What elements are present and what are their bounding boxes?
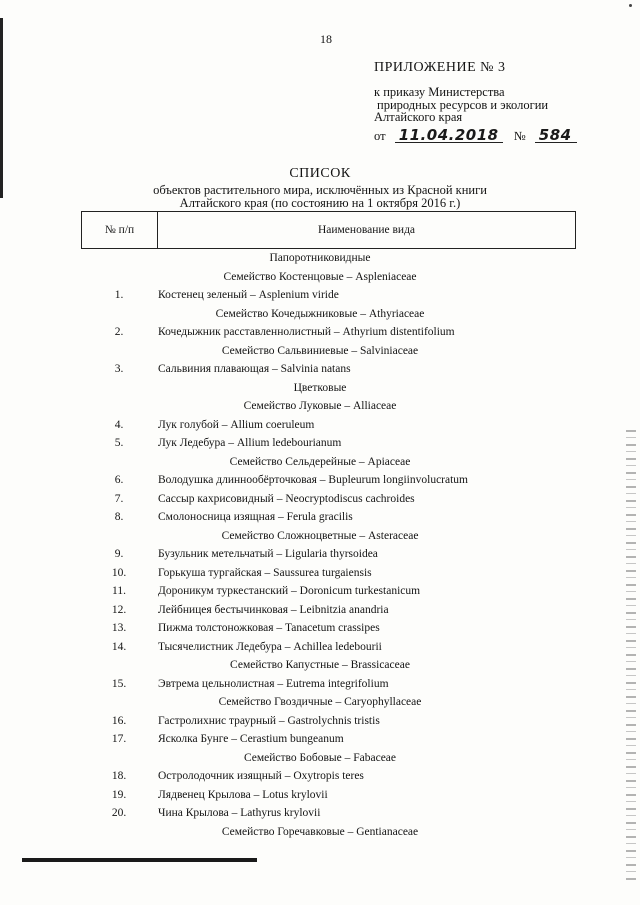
species-number: 10. [111,566,127,579]
family-heading: Семейство Костенцовые – Aspleniaceae [223,270,417,283]
species-row [0,789,640,803]
species-name: Чина Крылова – Lathyrus krylovii [158,807,321,819]
section-heading: Цветковые [293,381,347,394]
species-name: Кочедыжник расставленнолистный – Athyrium distentifolium [158,326,455,338]
species-number: 16. [111,714,127,727]
species-row [0,567,640,581]
family-heading: Семейство Сложноцветные – Asteraceae [221,529,419,542]
species-number: 7. [114,492,124,505]
species-name: Эвтрема цельнолистная – Eutrema integrifolium [158,677,389,690]
species-name: Горькуша тургайская – Saussurea turgaiensis [158,566,372,579]
species-number: 4. [114,418,124,431]
section-heading: Папоротниковидные [269,252,371,264]
order-reference [374,86,548,124]
family-heading: Семейство Горечавковые – Gentianaceae [221,825,419,838]
handwritten-date: 11.04.2018 [395,128,503,143]
scan-speck [629,4,632,7]
species-row [0,585,640,599]
species-name: Смолоносница изящная – Ferula gracilis [158,511,353,523]
species-row [0,363,640,377]
species-name: Сальвиния плавающая – Salvinia natans [158,363,351,375]
species-name: Бузульник метельчатый – Ligularia thyrsoidea [158,548,378,560]
species-name: Пижма толстоножковая – Tanacetum crassipes [158,622,380,634]
order-date-line [374,128,577,144]
species-number: 1. [114,289,124,301]
species-row [0,807,640,821]
species-name: Гастролихнис траурный – Gastrolychnis tristis [158,714,380,727]
family-heading: Семейство Бобовые – Fabaceae [243,751,397,764]
annex-title: ПРИЛОЖЕНИЕ № 3 [374,60,506,75]
species-row [0,715,640,729]
species-number: 15. [111,677,127,690]
species-name: Дороникум туркестанский – Doronicum turkestanicum [158,585,421,597]
species-number: 13. [111,622,127,634]
species-row [0,548,640,562]
species-name: Костенец зеленый – Asplenium viride [158,289,339,301]
header-name-column: Наименование вида [317,224,416,236]
number-prefix: № [513,129,526,143]
list-subtitle: объектов растительного мира, исключённых из Красной книги [153,183,487,197]
family-heading: Семейство Сельдерейные – Apiaceae [229,455,411,468]
species-row [0,437,640,451]
order-line: природных ресурсов и экологии [377,97,549,112]
table-header [81,211,576,249]
family-heading: Семейство Гвоздичные – Caryophyllaceae [218,696,422,708]
family-heading: Семейство Кочедыжниковые – Athyriaceae [215,307,425,320]
species-name: Лядвенец Крылова – Lotus krylovii [158,788,328,801]
species-number: 14. [111,640,127,653]
species-number: 9. [114,548,124,560]
species-number: 8. [114,511,124,523]
species-name: Лук Ледебура – Allium ledebourianum [158,437,342,449]
species-row [0,678,640,692]
species-number: 2. [114,326,124,338]
order-line: к приказу Министерства [374,85,505,99]
species-number: 17. [111,733,127,745]
species-row [0,474,640,488]
species-name: Лук голубой – Allium coeruleum [158,418,315,431]
species-row [0,770,640,784]
species-row [0,641,640,655]
species-number: 12. [111,603,127,616]
page-number: 18 [320,32,332,46]
species-number: 18. [111,770,127,782]
order-line: Алтайского края [374,110,463,124]
species-name: Тысячелистник Ледебура – Achillea ledebourii [158,640,382,653]
family-heading: Семейство Капустные – Brassicaceae [230,659,410,671]
species-name: Володушка длиннообёрточковая – Bupleurum longiinvolucratum [158,474,468,486]
species-number: 19. [111,788,127,801]
species-row [0,622,640,636]
species-name: Лейбницея бестычинковая – Leibnitzia anandria [158,603,389,616]
family-heading: Семейство Сальвиниевые – Salviniaceae [221,344,419,357]
scan-footer-bar [22,858,257,862]
species-name: Ясколка Бунге – Cerastium bungeanum [158,733,344,745]
species-number: 20. [111,807,127,819]
species-row [0,289,640,303]
species-row [0,511,640,525]
handwritten-number: 584 [535,128,577,143]
date-prefix: от [374,129,386,143]
species-number: 5. [114,437,124,449]
list-subtitle: Алтайского края (по состоянию на 1 октября 2016 г.) [179,196,461,210]
family-heading: Семейство Луковые – Alliaceae [243,400,397,412]
species-row [0,493,640,507]
species-row [0,326,640,340]
species-number: 3. [114,363,124,375]
species-name: Сассыр кахрисовидный – Neocryptodiscus cachroides [158,492,415,505]
species-row [0,604,640,618]
species-row [0,419,640,433]
species-row [0,733,640,747]
species-number: 6. [114,474,124,486]
header-number-column: № п/п [82,212,158,248]
species-name: Остролодочник изящный – Oxytropis teres [158,770,364,782]
species-number: 11. [112,585,126,597]
list-title: СПИСОК [289,166,351,181]
